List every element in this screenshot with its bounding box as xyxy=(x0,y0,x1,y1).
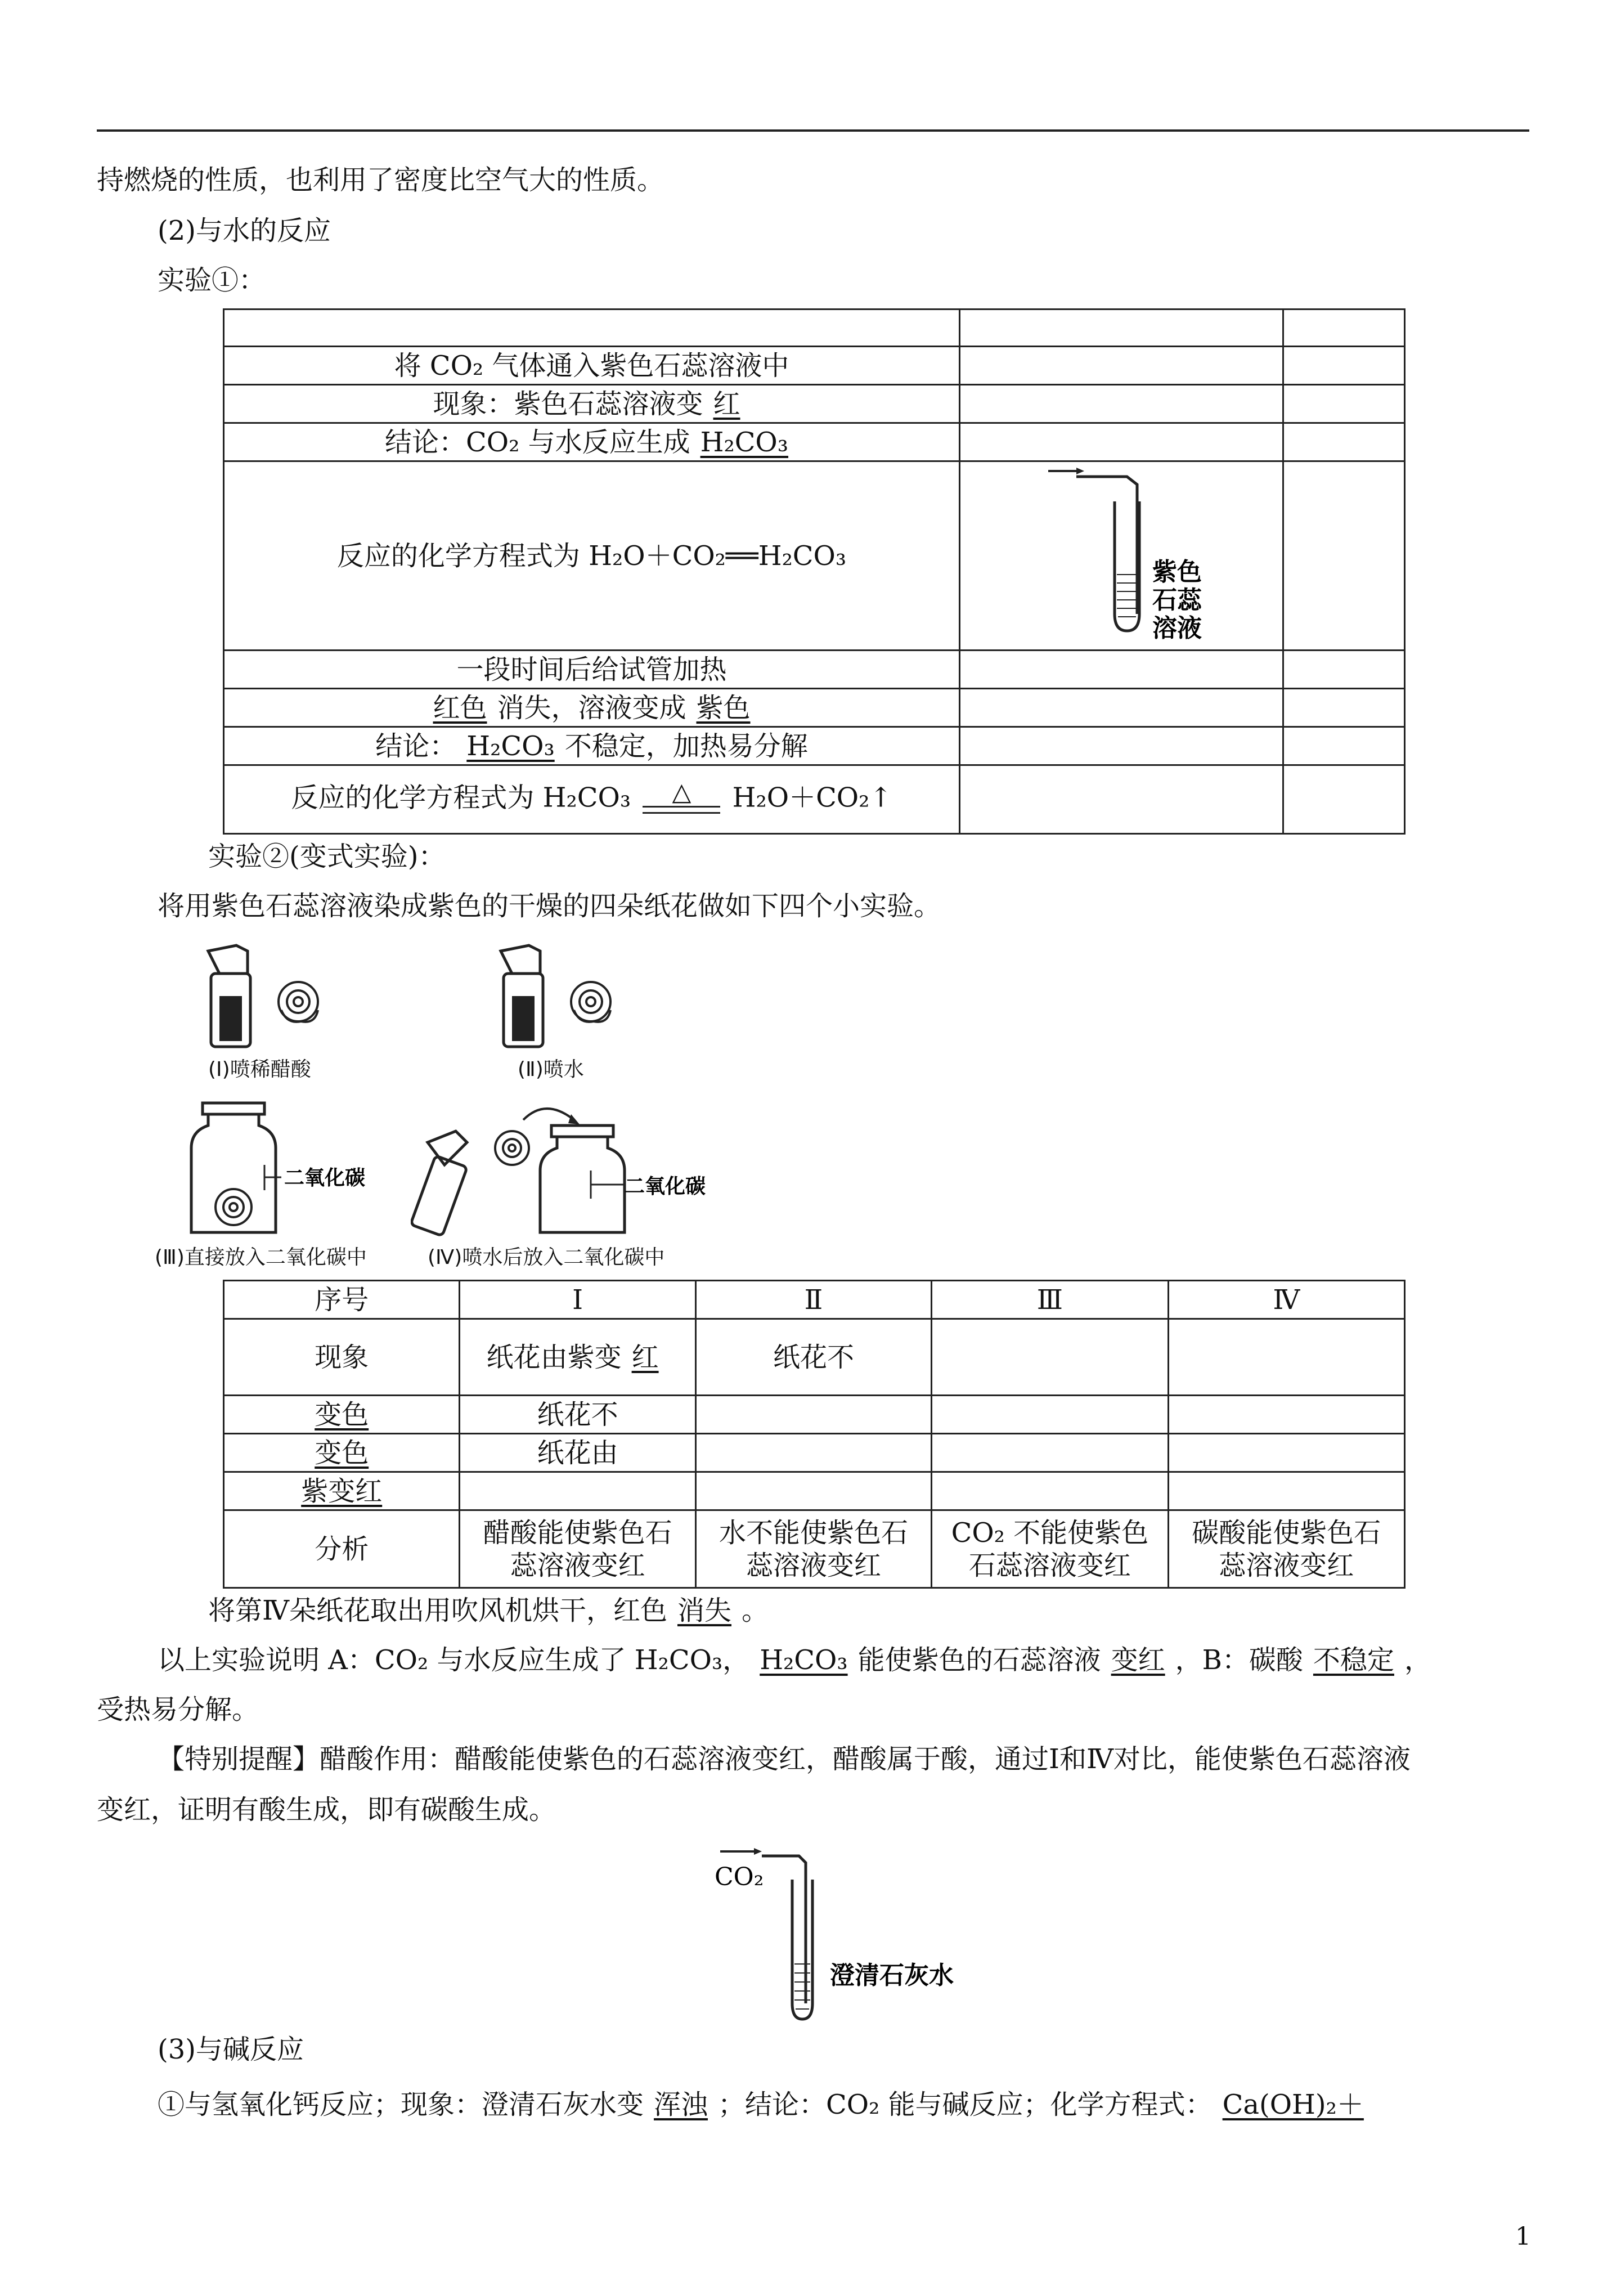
p-summary-2: 受热易分解。 xyxy=(97,1694,259,1725)
t2-a3: CO₂ 不能使紫色 石蕊溶液变红 xyxy=(932,1510,1168,1588)
caption-1: (Ⅰ)喷稀醋酸 xyxy=(208,1058,311,1081)
answer-h2co3: H₂CO₃ xyxy=(700,426,789,458)
test-tube-icon xyxy=(964,462,1279,642)
p-tip-2: 变红，证明有酸生成，即有碳酸生成。 xyxy=(97,1794,556,1826)
caption-4: (Ⅳ)喷水后放入二氧化碳中 xyxy=(428,1246,665,1269)
p-tip-1: 【特别提醒】醋酸作用：醋酸能使紫色的石蕊溶液变红，醋酸属于酸，通过Ⅰ和Ⅳ对比，能使紫色石蕊溶液 xyxy=(158,1743,1411,1775)
answer-red: 红 xyxy=(713,388,740,420)
flower-icon xyxy=(215,1189,252,1225)
t2-a4: 碳酸能使紫色石 蕊溶液变红 xyxy=(1168,1510,1404,1588)
gas-label-3: 二氧化碳 xyxy=(284,1167,366,1190)
spray-bottle-icon xyxy=(208,945,250,1047)
t1-r6: 红色 消失，溶液变成 紫色 xyxy=(224,689,960,727)
caption-2: (Ⅱ)喷水 xyxy=(518,1058,584,1081)
t1-r4: 反应的化学方程式为 H₂O＋CO₂══H₂CO₃ xyxy=(224,461,960,651)
caption-3: (Ⅲ)直接放入二氧化碳中 xyxy=(155,1246,367,1269)
t1-r7: 结论： H₂CO₃ 不稳定，加热易分解 xyxy=(224,727,960,765)
exp2-title: 实验②(变式实验)： xyxy=(208,841,446,872)
heading-base: (3)与碱反应 xyxy=(158,2034,304,2065)
exp2-table xyxy=(223,1280,1406,1589)
t2-h3: Ⅲ xyxy=(932,1281,1168,1319)
t2-bianse2: 变色 xyxy=(224,1434,460,1472)
t2-zibianhong: 紫变红 xyxy=(224,1472,460,1510)
t2-xianxiang: 现象 xyxy=(224,1319,460,1396)
t2-h4: Ⅳ xyxy=(1168,1281,1404,1319)
exp2-desc: 将用紫色石蕊溶液染成紫色的干燥的四朵纸花做如下四个小实验。 xyxy=(158,890,941,922)
p-summary: 以上实验说明 A：CO₂ 与水反应生成了 H₂CO₃， H₂CO₃ 能使紫色的石蕊溶液 变红 ，B：碳酸 不稳定 ， xyxy=(158,1644,1431,1676)
gas-label-4: 二氧化碳 xyxy=(625,1175,706,1198)
t2-h0: 序号 xyxy=(224,1281,460,1319)
t1-blank xyxy=(224,310,960,347)
fig-spray-acetic xyxy=(203,940,338,1052)
intro-text: 持燃烧的性质，也利用了密度比空气大的性质。 xyxy=(97,164,664,196)
t2-h1: Ⅰ xyxy=(460,1281,695,1319)
fig-label-3: 溶液 xyxy=(1152,614,1202,642)
t1-r3: 结论：CO₂ 与水反应生成 H₂CO₃ xyxy=(224,423,960,461)
t1-r2: 现象：紫色石蕊溶液变 红 xyxy=(224,385,960,423)
fig-limewater xyxy=(709,1840,1002,2026)
test-tube-figure xyxy=(960,461,1283,651)
exp1-title: 实验①： xyxy=(158,264,266,296)
co2-label: CO₂ xyxy=(715,1863,764,1891)
flower-icon xyxy=(571,982,610,1022)
t2-h2: Ⅱ xyxy=(695,1281,931,1319)
fig-label-1: 紫色 xyxy=(1152,558,1202,586)
heat-symbol: △ xyxy=(672,777,691,806)
fig-spray-then-jar xyxy=(411,1097,726,1244)
t1-r1: 将 CO₂ 气体通入紫色石蕊溶液中 xyxy=(224,347,960,385)
exp1-table xyxy=(223,308,1406,835)
t2-cyou: 纸花由 xyxy=(460,1434,695,1472)
header-rule xyxy=(97,129,1529,132)
flower-icon xyxy=(495,1131,529,1165)
p-caoh2: ①与氢氧化钙反应；现象：澄清石灰水变 浑浊 ；结论：CO₂ 能与碱反应；化学方程式： Ca(OH)₂＋ xyxy=(158,2089,1364,2120)
t1-r5: 一段时间后给试管加热 xyxy=(224,651,960,689)
spray-bottle-icon xyxy=(411,1131,467,1236)
spray-bottle-icon xyxy=(501,945,543,1047)
t2-c2: 纸花不 xyxy=(695,1319,931,1396)
fig-label-2: 石蕊 xyxy=(1152,586,1202,615)
t2-fenxi: 分析 xyxy=(224,1510,460,1588)
fig-spray-water xyxy=(495,940,630,1052)
t2-bianse1: 变色 xyxy=(224,1396,460,1434)
fig-jar-direct xyxy=(186,1097,371,1244)
heading-water: (2)与水的反应 xyxy=(158,215,331,246)
page-number: 1 xyxy=(1515,2222,1531,2251)
t2-a2: 水不能使紫色石 蕊溶液变红 xyxy=(695,1510,931,1588)
flower-icon xyxy=(279,982,318,1022)
t2-a1: 醋酸能使紫色石 蕊溶液变红 xyxy=(460,1510,695,1588)
limewater-label: 澄清石灰水 xyxy=(830,1961,954,1990)
t1-r8: 反应的化学方程式为 H₂CO₃ △ H₂O＋CO₂↑ xyxy=(224,765,960,834)
t2-c1: 纸花由紫变 红 xyxy=(460,1319,695,1396)
gas-jar-icon xyxy=(540,1125,625,1232)
p-dry: 将第Ⅳ朵纸花取出用吹风机烘干，红色 消失 。 xyxy=(208,1595,769,1626)
gas-jar-icon xyxy=(191,1103,276,1232)
t2-cbu: 纸花不 xyxy=(460,1396,695,1434)
